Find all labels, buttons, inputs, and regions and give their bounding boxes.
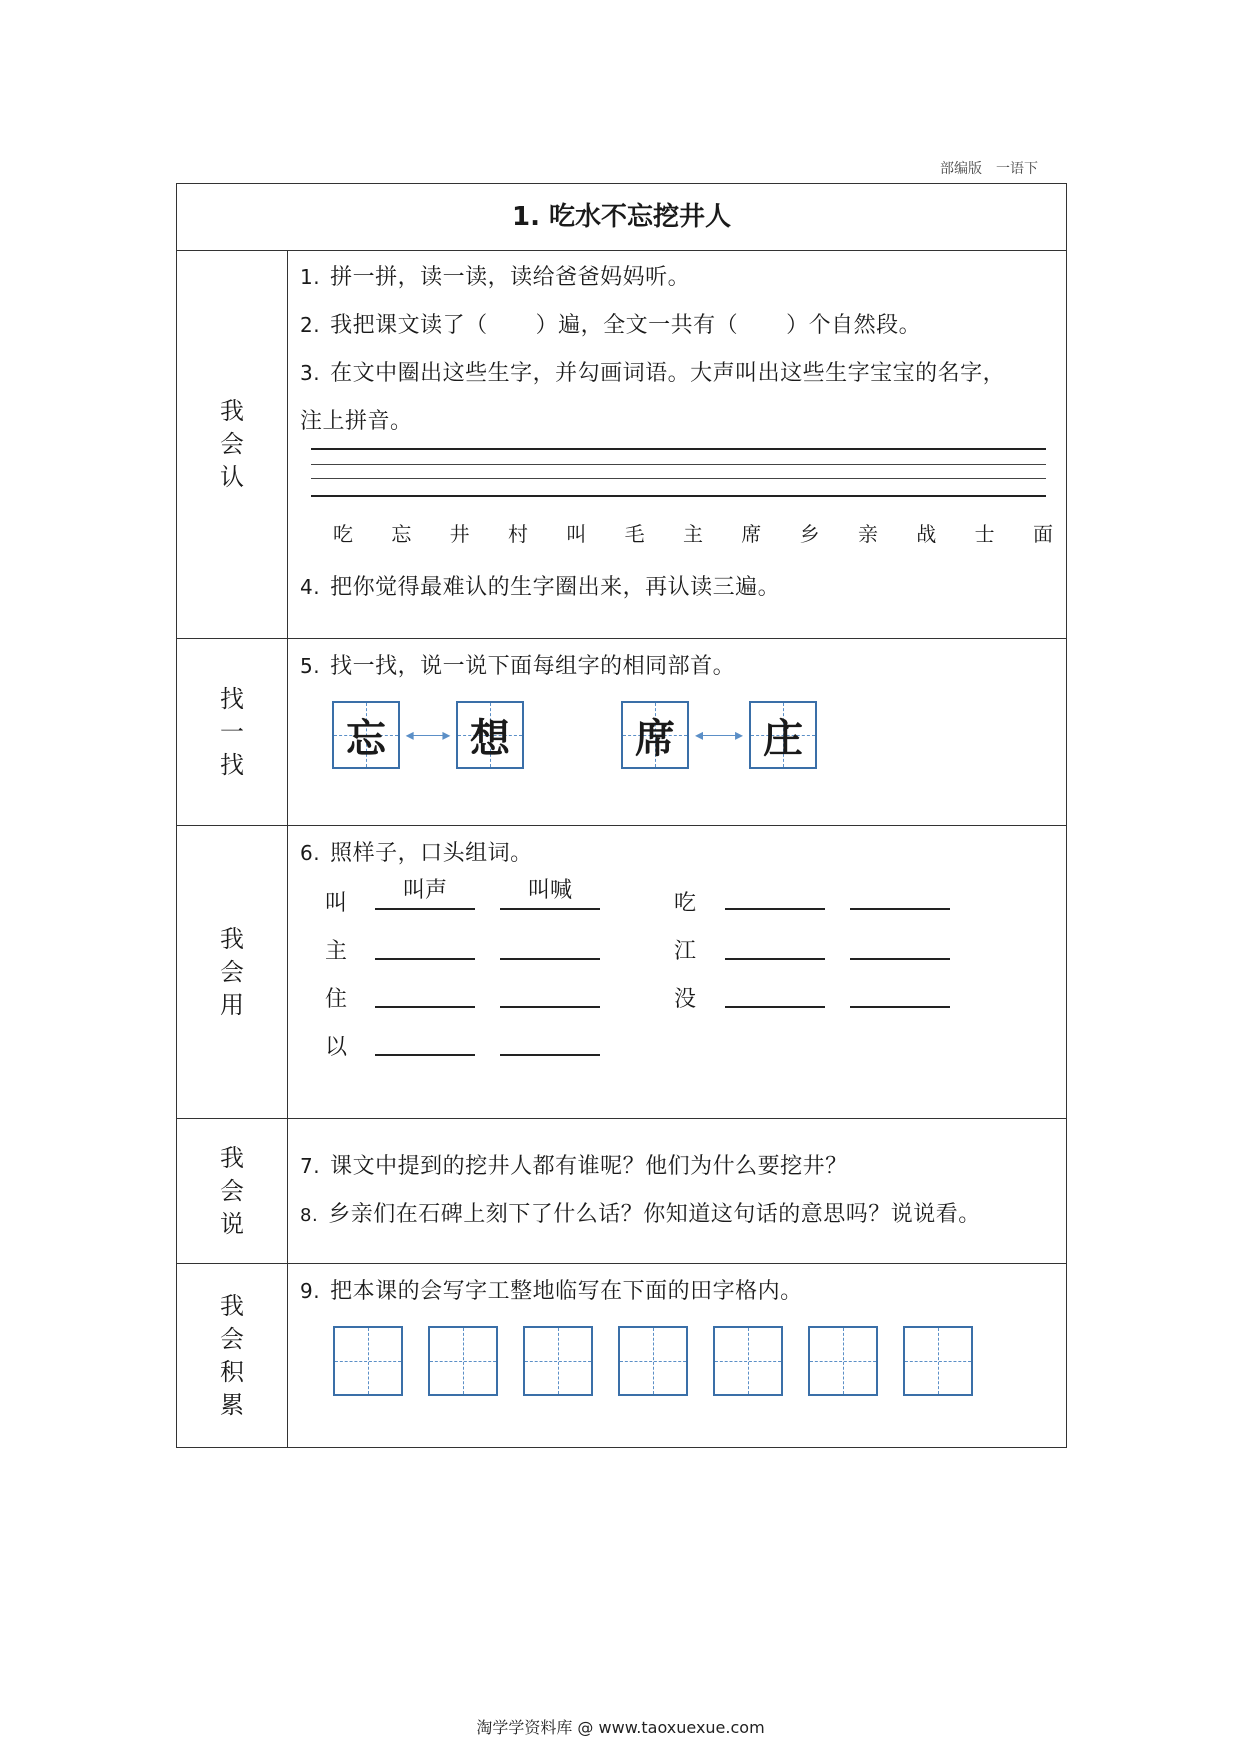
new-char: 井 xyxy=(449,522,470,546)
writing-grid-box[interactable] xyxy=(713,1326,783,1396)
edition-label: 部编版 xyxy=(940,161,982,177)
section-label-speak xyxy=(177,1119,288,1263)
section-content-use xyxy=(289,826,1066,1118)
question-number: 6. xyxy=(300,841,321,865)
label-char: 说 xyxy=(220,1209,244,1238)
question-text: 找一找，说一说下面每组字的相同部首。 xyxy=(330,654,736,679)
question-9 xyxy=(300,1274,803,1305)
writing-grid-box[interactable] xyxy=(808,1326,878,1396)
label-char: 我 xyxy=(220,924,244,953)
question-text: ）个自然段。 xyxy=(786,313,922,338)
question-number: 2. xyxy=(300,313,321,337)
label-char: 认 xyxy=(220,462,244,491)
label-char: 我 xyxy=(220,396,244,425)
question-4 xyxy=(300,570,780,601)
question-number: 7. xyxy=(300,1154,321,1178)
question-number: 3. xyxy=(300,361,321,385)
label-char: 找 xyxy=(220,684,244,713)
writing-grid-box[interactable] xyxy=(523,1326,593,1396)
new-char: 忘 xyxy=(391,522,412,546)
question-3 xyxy=(300,356,1005,387)
question-8 xyxy=(300,1197,981,1228)
word-blank-example: 叫声 xyxy=(375,876,475,910)
question-number: 4. xyxy=(300,575,321,599)
question-text: 乡亲们在石碑上刻下了什么话？你知道这句话的意思吗？说说看。 xyxy=(328,1202,981,1227)
label-char: 我 xyxy=(220,1291,244,1320)
label-char: 找 xyxy=(220,750,244,779)
new-char: 吃 xyxy=(333,522,353,546)
new-char: 毛 xyxy=(624,522,645,546)
section-label-find xyxy=(177,639,288,825)
word-blank[interactable] xyxy=(500,974,600,1008)
question-text: 注上拼音。 xyxy=(300,409,413,434)
word-blank[interactable] xyxy=(850,926,950,960)
character-box: 忘 xyxy=(332,701,400,769)
double-arrow-icon: ◂ ▸ xyxy=(689,728,749,742)
writing-grid-box[interactable] xyxy=(428,1326,498,1396)
character-box: 想 xyxy=(456,701,524,769)
word-char: 叫 xyxy=(325,891,348,916)
worksheet-table xyxy=(176,183,1067,1448)
new-char: 士 xyxy=(974,522,995,546)
word-blank[interactable] xyxy=(725,974,825,1008)
section-label-accumulate xyxy=(177,1264,288,1447)
section-accumulate xyxy=(177,1264,1066,1447)
question-number: 8. xyxy=(300,1205,319,1226)
question-2 xyxy=(300,308,921,339)
new-char: 村 xyxy=(507,522,528,546)
section-label-recognize xyxy=(177,250,288,638)
question-text: 课文中提到的挖井人都有谁呢？他们为什么要挖井？ xyxy=(330,1154,848,1179)
label-char: 一 xyxy=(220,717,244,746)
footer-watermark: 淘学学资料库 @ www.taoxuexue.com xyxy=(476,1718,765,1737)
word-blank[interactable] xyxy=(500,1022,600,1056)
label-char: 会 xyxy=(220,1176,244,1205)
writing-grid-box[interactable] xyxy=(618,1326,688,1396)
question-number: 9. xyxy=(300,1279,321,1303)
section-use xyxy=(177,826,1066,1119)
question-number: 5. xyxy=(300,654,321,678)
word-char: 吃 xyxy=(674,891,697,916)
question-text: 把你觉得最难认的生字圈出来，再认读三遍。 xyxy=(330,575,781,600)
section-speak xyxy=(177,1119,1066,1264)
label-char: 用 xyxy=(220,990,244,1019)
grade-label: 一语下 xyxy=(996,161,1038,177)
new-char: 面 xyxy=(1032,522,1053,546)
question-text: 把本课的会写字工整地临写在下面的田字格内。 xyxy=(330,1279,803,1304)
question-text: 我把课文读了（ xyxy=(330,313,488,338)
word-blank[interactable] xyxy=(725,926,825,960)
section-content-speak xyxy=(289,1119,1066,1263)
new-char: 战 xyxy=(916,522,937,546)
new-char: 叫 xyxy=(566,522,587,546)
question-1 xyxy=(300,260,690,291)
label-char: 累 xyxy=(220,1390,244,1419)
label-char: 积 xyxy=(220,1357,244,1386)
section-content-recognize xyxy=(289,250,1066,638)
word-blank[interactable] xyxy=(500,926,600,960)
writing-grid-box[interactable] xyxy=(903,1326,973,1396)
question-number: 1. xyxy=(300,265,321,289)
question-text: 在文中圈出这些生字，并勾画词语。大声叫出这些生字宝宝的名字， xyxy=(330,361,1006,386)
question-7 xyxy=(300,1149,848,1180)
new-char: 亲 xyxy=(857,522,878,546)
lesson-title: 1. 吃水不忘挖井人 xyxy=(177,184,1066,251)
section-find xyxy=(177,639,1066,826)
label-char: 会 xyxy=(220,1324,244,1353)
word-char: 以 xyxy=(325,1035,348,1060)
section-label-use xyxy=(177,826,288,1118)
word-char: 没 xyxy=(674,987,697,1012)
new-char: 席 xyxy=(741,522,762,546)
section-recognize xyxy=(177,250,1066,639)
word-blank[interactable] xyxy=(375,1022,475,1056)
word-blank-example: 叫喊 xyxy=(500,876,600,910)
new-char: 主 xyxy=(682,522,703,546)
word-blank[interactable] xyxy=(850,974,950,1008)
question-3-continued xyxy=(300,404,413,435)
double-arrow-icon: ◂ ▸ xyxy=(400,728,456,742)
new-char: 乡 xyxy=(799,522,820,546)
word-char: 江 xyxy=(674,939,697,964)
label-char: 我 xyxy=(220,1143,244,1172)
edition-note xyxy=(940,158,1060,178)
question-text: 拼一拼，读一读，读给爸爸妈妈听。 xyxy=(330,265,691,290)
writing-grid-box[interactable] xyxy=(333,1326,403,1396)
question-6 xyxy=(300,836,533,867)
word-blank[interactable] xyxy=(725,876,825,910)
character-box: 庄 xyxy=(749,701,817,769)
word-blank[interactable] xyxy=(850,876,950,910)
new-characters-list xyxy=(333,518,1053,547)
word-char: 住 xyxy=(325,987,348,1012)
word-blank[interactable] xyxy=(375,926,475,960)
question-text: 照样子，口头组词。 xyxy=(330,841,533,866)
question-5 xyxy=(300,649,735,680)
word-char: 主 xyxy=(325,939,348,964)
label-char: 会 xyxy=(220,429,244,458)
character-box: 席 xyxy=(621,701,689,769)
label-char: 会 xyxy=(220,957,244,986)
section-content-find xyxy=(289,639,1066,825)
question-text: ）遍，全文一共有（ xyxy=(535,313,739,338)
word-blank[interactable] xyxy=(375,974,475,1008)
section-content-accumulate xyxy=(289,1264,1066,1447)
